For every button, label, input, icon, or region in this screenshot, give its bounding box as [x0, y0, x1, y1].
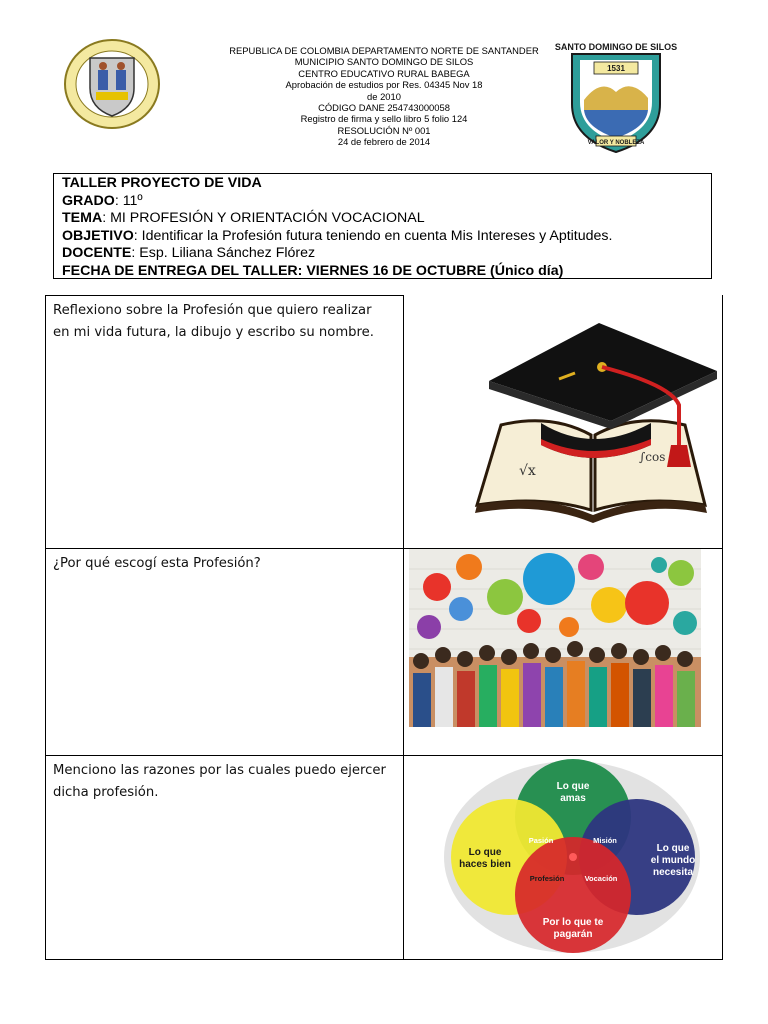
objective-value: : Identificar la Profesión futura teniendo en cuenta Mis Intereses y Aptitudes. [133, 227, 613, 244]
ikigai-label-mundo-1: Lo que [656, 843, 690, 854]
table-border [45, 959, 723, 960]
question-2-line: ¿Por qué escogí esta Profesión? [53, 556, 261, 571]
topic-label: TEMA [62, 210, 103, 227]
ikigai-label-amas-2: amas [560, 793, 586, 804]
worksheet-table [45, 295, 723, 960]
question-1-line: en mi vida futura, la dibujo y escribo su nombre. [53, 325, 374, 340]
topic-value: : MI PROFESIÓN Y ORIENTACIÓN VOCACIONAL [102, 210, 425, 227]
svg-text:∫cos: ∫cos [639, 450, 666, 464]
question-1-line: Reflexiono sobre la Profesión que quiero realizar [53, 303, 372, 318]
school-logo-left [62, 36, 162, 132]
header-line: RESOLUCIÓN Nº 001 [337, 124, 431, 136]
workshop-info-box [53, 173, 712, 279]
header-line: CENTRO EDUCATIVO RURAL BABEGA [298, 67, 470, 79]
teacher-label: DOCENTE [62, 245, 132, 262]
objective-label: OBJETIVO [62, 227, 134, 244]
header-line: MUNICIPIO SANTO DOMINGO DE SILOS [294, 56, 474, 68]
crest-year: 1531 [607, 64, 625, 73]
grade-value: : 11º [114, 192, 143, 209]
ikigai-overlap-profesion: Profesión [529, 874, 565, 883]
ikigai-label-mundo-2: el mundo [650, 855, 696, 866]
table-divider [403, 295, 404, 960]
header-line: Aprobación de estudios por Res. 04345 Nov 18 [285, 79, 483, 91]
ikigai-label-pagaran-1: Por lo que te [542, 917, 604, 928]
grade-label: GRADO [62, 192, 115, 209]
topic-row [62, 210, 711, 228]
ikigai-overlap-mision: Misión [593, 836, 617, 845]
svg-text:√x: √x [519, 463, 536, 479]
ikigai-overlap-pasion: Pasión [528, 836, 554, 845]
ikigai-overlap-vocacion: Vocación [584, 874, 618, 883]
question-3-line: Menciono las razones por las cuales puedo ejercer [53, 763, 386, 778]
ikigai-label-amas-1: Lo que [556, 781, 590, 792]
ikigai-label-mundo-3: necesita [652, 867, 694, 878]
ikigai-diagram [441, 759, 711, 955]
header-line: REPUBLICA DE COLOMBIA DEPARTAMENTO NORTE DE SANTANDER [229, 45, 539, 56]
ikigai-label-bien-2: haces bien [459, 859, 511, 870]
header-line: CÓDIGO DANE 254743000058 [318, 102, 450, 114]
question-3-cell[interactable] [45, 755, 403, 959]
ikigai-label-bien-1: Lo que [468, 847, 502, 858]
municipality-crest-right [554, 40, 678, 154]
ikigai-label-pagaran-2: pagarán [553, 929, 593, 940]
graduation-cap-image [471, 295, 721, 525]
question-3-line: dicha profesión. [53, 785, 159, 800]
objective-row [62, 228, 711, 246]
header-line: Registro de firma y sello libro 5 folio 124 [300, 113, 468, 125]
due-date-row: FECHA DE ENTREGA DEL TALLER: VIERNES 16 DE OCTUBRE (Único día) [62, 262, 564, 279]
crest-motto: VALOR Y NOBLEZA [587, 140, 645, 146]
workshop-title: TALLER PROYECTO DE VIDA [62, 175, 262, 191]
header-line: de 2010 [367, 90, 401, 102]
teacher-row [62, 245, 711, 263]
crest-top-text: SANTO DOMINGO DE SILOS [554, 42, 678, 52]
header-line: 24 de febrero de 2014 [337, 136, 431, 148]
question-2-cell[interactable] [45, 548, 403, 755]
teacher-value: : Esp. Liliana Sánchez Flórez [131, 245, 316, 262]
grade-row [62, 193, 711, 211]
table-border [722, 295, 723, 960]
school-header [190, 45, 578, 148]
question-1-cell[interactable] [45, 295, 403, 548]
students-image [409, 549, 701, 727]
